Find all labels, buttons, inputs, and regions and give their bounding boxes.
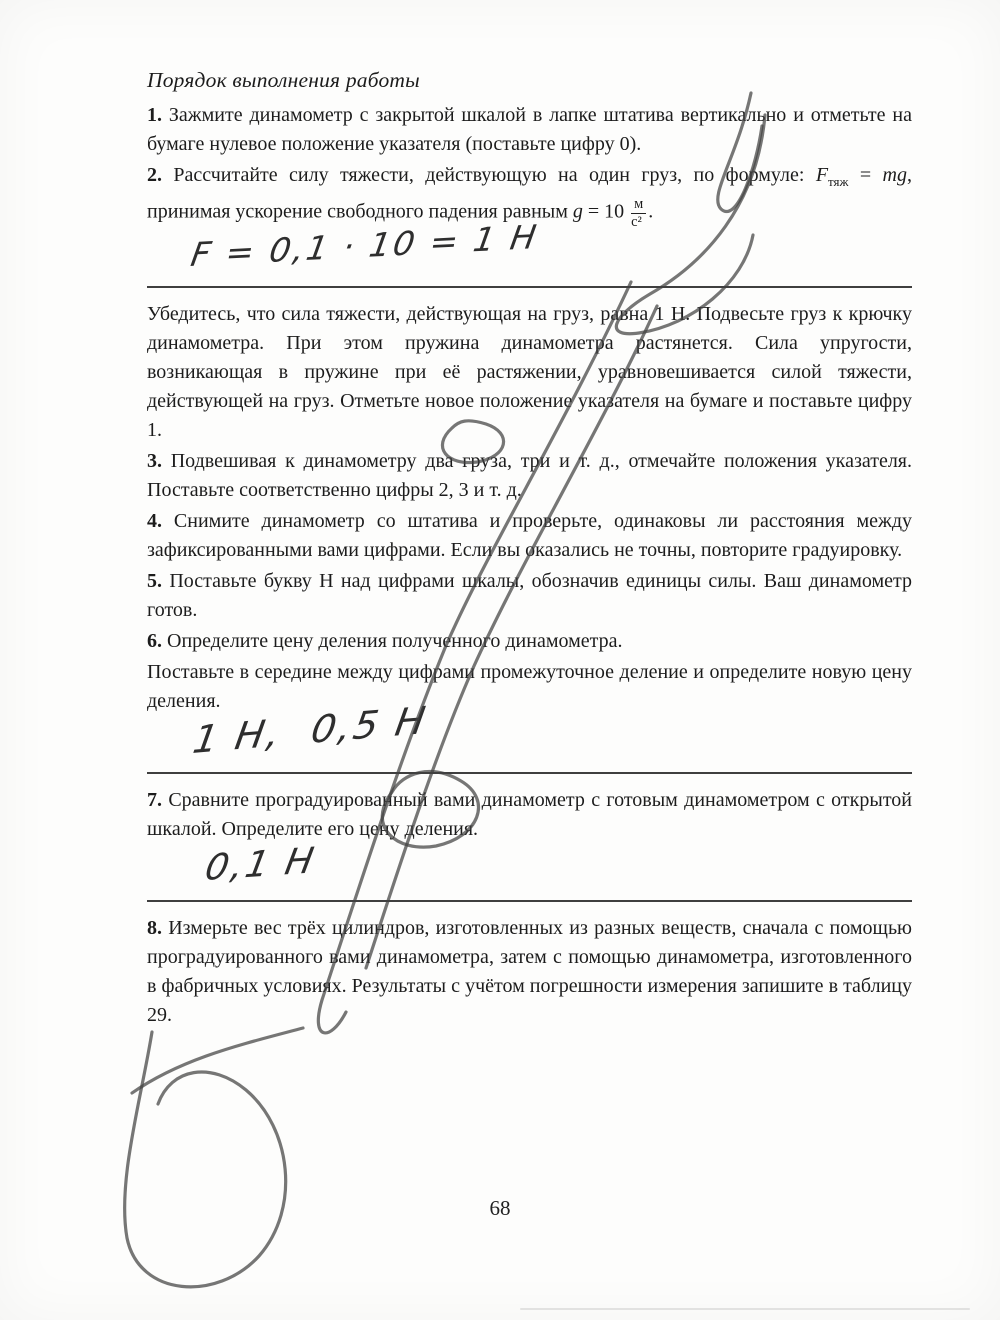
step-2-text-b: , принимая ускорение свободного падения равным bbox=[147, 164, 912, 223]
g-variable: g bbox=[572, 200, 583, 223]
step-6-text: Определите цену деления полученного динамометра. bbox=[162, 630, 623, 653]
step-2-text-c: = 10 bbox=[582, 200, 630, 223]
answer-line-3 bbox=[147, 840, 912, 902]
step-2-text-a: Рассчитайте силу тяжести, действующую на один груз, по формуле: bbox=[162, 164, 816, 186]
paragraph-ubedites: Убедитесь, что сила тяжести, действующая на груз, равна 1 Н. Подвесьте груз к крючку динамометра. При этом пружина динамометра растянется. Сила упругости, возникающая в пружине при её растяжении, уравновешивается силой тяжести, действующей на груз. Отметьте новое положение указателя на бумаге и поставьте цифру 1. bbox=[147, 303, 912, 442]
step-8 bbox=[147, 914, 912, 1030]
handwritten-formula-answer: F = 0,1 · 10 = 1 Н bbox=[188, 217, 542, 275]
step-1 bbox=[147, 101, 912, 159]
paragraph-postavte: Поставьте в середине между цифрами промежуточное деление и определите новую цену деления. bbox=[147, 661, 912, 713]
step-1-text: Зажмите динамометр с закрытой шкалой в лапке штатива вертикально и отметьте на бумаге нулевое положение указателя (поставьте цифру 0). bbox=[147, 104, 912, 155]
answer-line-2 bbox=[147, 698, 912, 774]
step-5-text: Поставьте букву Н над цифрами шкалы, обозначив единицы силы. Ваш динамометр готов. bbox=[147, 570, 912, 622]
units-fraction bbox=[631, 196, 646, 230]
step-6 bbox=[147, 627, 912, 656]
fraction-denominator: с² bbox=[631, 213, 642, 230]
step-7-number: 7. bbox=[147, 789, 162, 812]
handwritten-price-answer: 0,1 Н bbox=[201, 840, 320, 890]
pen-stroke-bottom-loop bbox=[125, 1032, 286, 1287]
pen-stroke-bottom-tail bbox=[132, 1028, 303, 1093]
step-3 bbox=[147, 447, 912, 505]
step-5 bbox=[147, 567, 912, 625]
step-1-number: 1. bbox=[147, 104, 162, 126]
step-4 bbox=[147, 507, 912, 565]
handwritten-divisions-answer: 1 Н, 0,5 Н bbox=[189, 698, 431, 763]
step-7-text: Сравните проградуированный вами динамометр с готовым динамометром с открытой шкалой. Определите его цену деления. bbox=[147, 789, 912, 841]
fraction-numerator: м bbox=[631, 196, 646, 214]
page-number: 68 bbox=[489, 1196, 511, 1220]
step-8-text: Измерьте вес трёх цилиндров, изготовленных из разных веществ, сначала с помощью проградуированного вами динамометра, затем с помощью динамометра, изготовленного в фабричных условиях. Результаты с учётом погрешности измерения запишите в таблицу 29. bbox=[147, 917, 912, 1027]
page-content bbox=[147, 66, 912, 1032]
scan-edge-shadow bbox=[520, 1308, 970, 1310]
step-7 bbox=[147, 786, 912, 844]
step-4-text: Снимите динамометр со штатива и проверьте, одинаковы ли расстояния между зафиксированными вами цифрами. Если вы оказались не точны, повторите градуировку. bbox=[147, 510, 912, 562]
step-4-number: 4. bbox=[147, 510, 162, 533]
section-title: Порядок выполнения работы bbox=[147, 68, 420, 92]
step-6-number: 6. bbox=[147, 630, 162, 653]
step-8-number: 8. bbox=[147, 917, 162, 940]
step-2-period: . bbox=[648, 200, 654, 223]
force-variable: F bbox=[815, 164, 829, 186]
step-3-number: 3. bbox=[147, 450, 162, 473]
equals-sign: = bbox=[848, 164, 883, 186]
step-2-number: 2. bbox=[147, 164, 162, 186]
force-subscript: тяж bbox=[828, 174, 849, 189]
step-3-text: Подвешивая к динамометру два груза, три и т. д., отмечайте положения указателя. Поставьте соответственно цифры 2, 3 и т. д. bbox=[147, 450, 912, 502]
step-5-number: 5. bbox=[147, 570, 162, 593]
mg-term: mg bbox=[882, 164, 907, 186]
